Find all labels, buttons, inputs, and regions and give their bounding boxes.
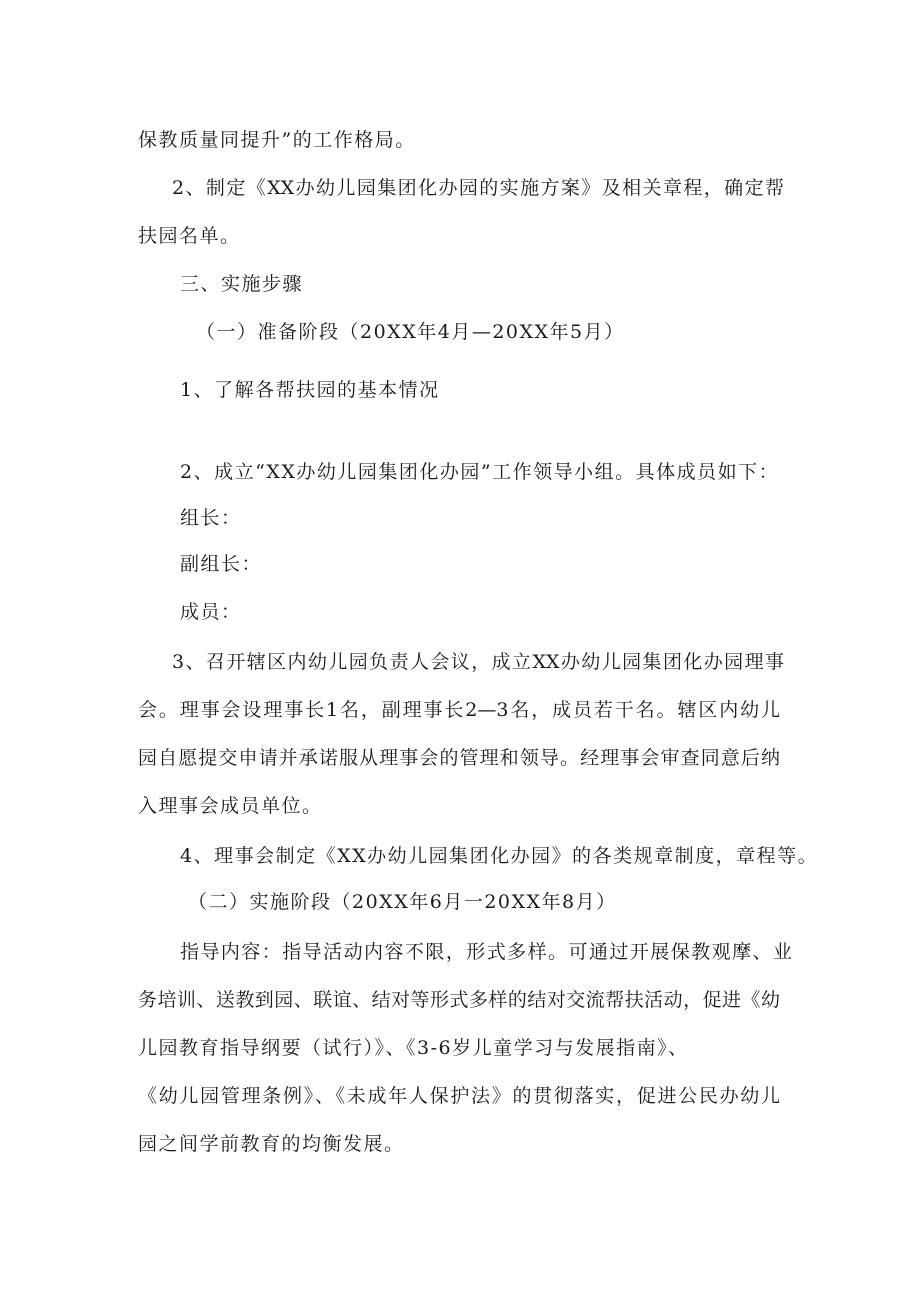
paragraph-line: 《幼儿园管理条例》、《未成年人保护法》的贯彻落实，促进公民办幼儿	[138, 1085, 780, 1107]
paragraph-line: 扶园名单。	[138, 225, 241, 247]
paragraph-line: 保教质量同提升”的工作格局。	[138, 129, 416, 151]
paragraph-line: 4、理事会制定《XX办幼儿园集团化办园》的各类规章制度，章程等。	[180, 845, 819, 867]
paragraph-line: 2、成立“XX办幼儿园集团化办园”工作领导小组。具体成员如下：	[180, 461, 780, 483]
deputy-leader-label: 副组长：	[180, 553, 263, 575]
paragraph-line: 1、了解各帮扶园的基本情况	[180, 379, 440, 401]
paragraph-line: 园自愿提交申请并承诺服从理事会的管理和领导。经理事会审查同意后纳	[138, 747, 780, 769]
paragraph-line: 3、召开辖区内幼儿园负责人会议，成立XX办幼儿园集团化办园理事	[172, 651, 784, 673]
section-heading: 三、实施步骤	[180, 273, 304, 295]
paragraph-line: 会。理事会设理事长1名，副理事长2—3名，成员若干名。辖区内幼儿	[138, 699, 780, 721]
paragraph-line: 务培训、送教到园、联谊、结对等形式多样的结对交流帮扶活动，促进《幼	[138, 989, 780, 1011]
leader-label: 组长：	[180, 507, 242, 529]
members-label: 成员：	[180, 601, 242, 623]
subsection-heading: （一）准备阶段（20XX年4月—20XX年5月）	[196, 321, 625, 343]
paragraph-line: 园之间学前教育的均衡发展。	[138, 1133, 405, 1155]
paragraph-line: 入理事会成员单位。	[138, 795, 323, 817]
paragraph-line: 儿园教育指导纲要（试行）》、《3-6岁儿童学习与发展指南》、	[138, 1037, 689, 1059]
paragraph-line: 2、制定《XX办幼儿园集团化办园的实施方案》及相关章程，确定帮	[172, 177, 784, 199]
paragraph-line: 指导内容：指导活动内容不限，形式多样。可通过开展保教观摩、业	[180, 941, 792, 963]
subsection-heading: （二）实施阶段（20XX年6月一20XX年8月）	[188, 891, 617, 913]
